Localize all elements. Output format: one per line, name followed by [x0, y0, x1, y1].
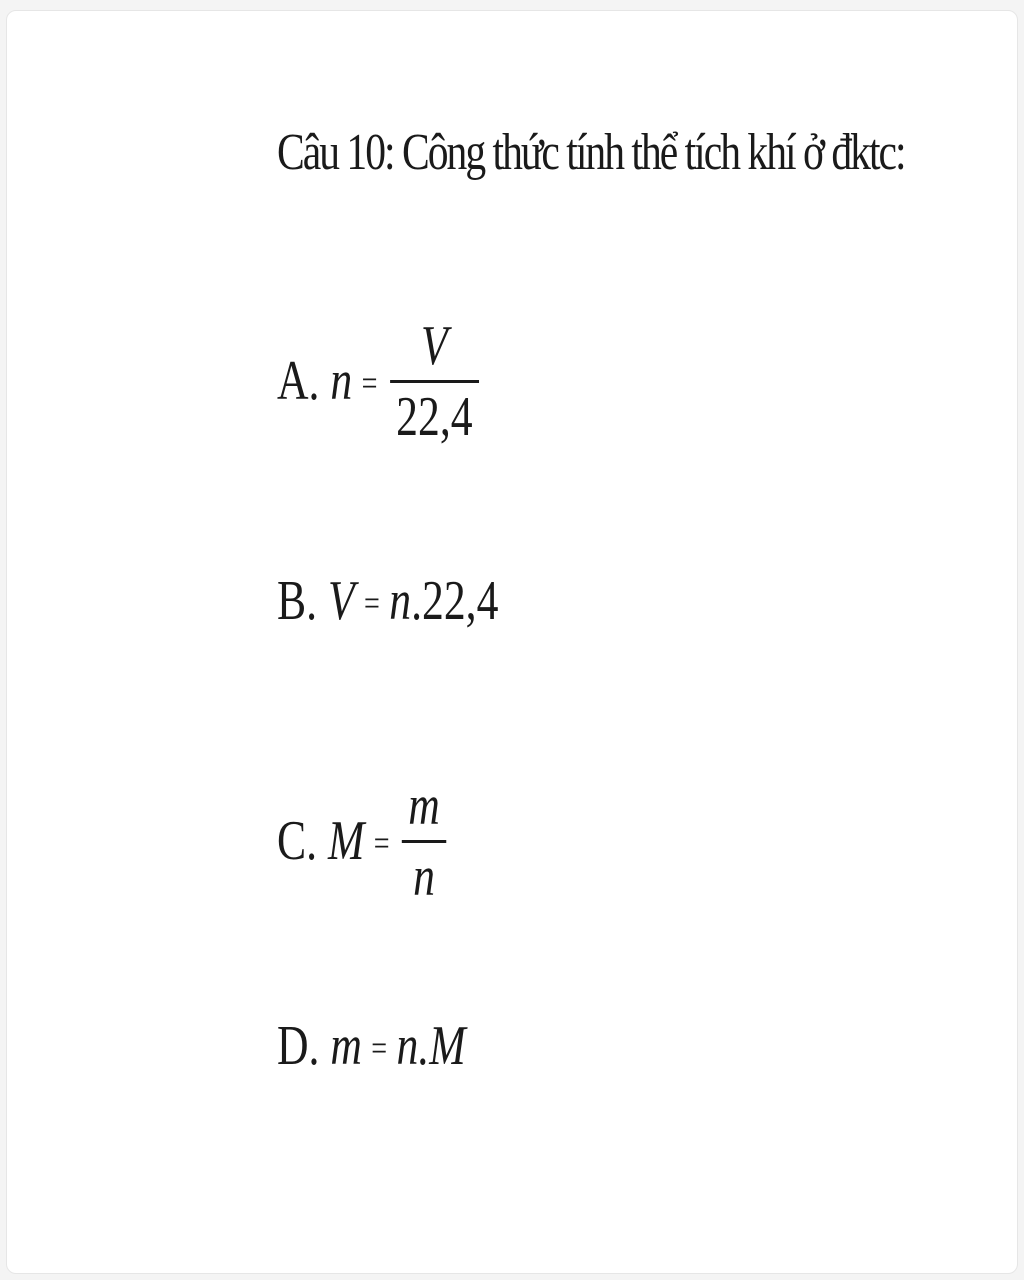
option-a-denominator: 22,4 — [396, 385, 473, 448]
option-b-letter: B. — [277, 570, 318, 632]
option-a-numerator: V — [421, 314, 448, 377]
option-c-denominator: n — [413, 845, 435, 908]
option-d-rhs: n.M — [396, 1015, 466, 1077]
option-b — [277, 561, 498, 641]
question-text: Câu 10: Công thức tính thể tích khí ở đktc: — [277, 124, 905, 181]
option-a-fraction — [390, 312, 479, 451]
option-d-equals: = — [371, 1028, 388, 1068]
option-c-fraction — [402, 772, 446, 911]
option-d-lhs: m — [330, 1015, 362, 1077]
option-c — [277, 756, 446, 926]
option-c-letter: C. — [277, 810, 318, 872]
option-a-letter: A. — [277, 350, 320, 412]
option-b-lhs: V — [327, 570, 355, 632]
option-d-letter: D. — [277, 1015, 320, 1077]
option-d — [277, 1001, 466, 1091]
option-c-equals: = — [373, 823, 390, 863]
option-b-rhs-num: .22,4 — [411, 570, 499, 632]
option-c-lhs: M — [327, 810, 365, 872]
document-page — [6, 10, 1018, 1274]
option-a — [277, 291, 479, 471]
option-a-lhs: n — [330, 350, 353, 412]
option-a-equals: = — [361, 363, 378, 403]
option-b-rhs-var: n — [389, 570, 412, 632]
option-b-equals: = — [364, 583, 380, 623]
option-c-numerator: m — [408, 774, 440, 837]
